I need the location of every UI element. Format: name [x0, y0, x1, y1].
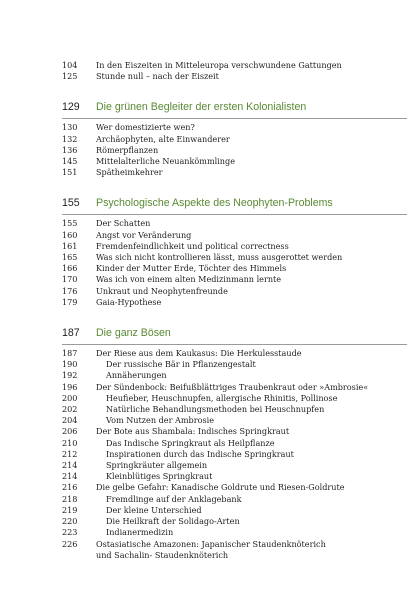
toc-entry: [62, 426, 407, 437]
toc-entry: [62, 122, 407, 133]
toc-entry: [62, 482, 407, 493]
page-number: 179: [62, 296, 78, 307]
entry-title: Ostasiatische Amazonen: Japanischer Staudenknöterich: [96, 538, 326, 549]
entry-title: Die Heilkraft der Solidago-Arten: [106, 516, 240, 527]
toc-chapter-section: [62, 100, 407, 178]
entry-title: Der Bote aus Shambala: Indisches Springkraut: [96, 426, 290, 437]
page-number: 187: [62, 348, 78, 359]
toc-subentry: [62, 494, 407, 505]
entry-title: Kinder der Mutter Erde, Töchter des Himmels: [96, 263, 287, 274]
toc-subentry: [62, 370, 407, 381]
chapter-page-number: 187: [62, 327, 80, 340]
entry-title: Natürliche Behandlungsmethoden bei Heuschnupfen: [106, 404, 325, 415]
entry-title: Wer domestizierte wen?: [96, 122, 195, 133]
page-number: 132: [62, 133, 78, 144]
page-number: 204: [62, 415, 78, 426]
entry-title: In den Eiszeiten in Mitteleuropa verschwundene Gattungen: [96, 60, 342, 70]
entry-title: und Sachalin- Staudenknöterich: [96, 549, 229, 560]
page-number: 202: [62, 404, 78, 415]
chapter-heading: [62, 100, 407, 119]
toc-subentry: [62, 415, 407, 426]
page-number: 218: [62, 493, 78, 504]
page-number: 226: [62, 538, 78, 549]
toc-entry: [62, 252, 407, 263]
page-number: 170: [62, 274, 78, 285]
toc-subentry: [62, 449, 407, 460]
toc-entry: [62, 60, 407, 71]
toc-subentry: [62, 460, 407, 471]
page-number: 136: [62, 144, 78, 155]
page-number: 130: [62, 122, 78, 133]
table-of-contents: [62, 60, 407, 561]
entry-title: Archäophyten, alte Einwanderer: [96, 133, 230, 144]
entry-title: Was sich nicht kontrollieren lässt, muss ausgerottet werden: [96, 252, 343, 263]
entry-title: Vom Nutzen der Ambrosie: [106, 415, 214, 426]
page-number: 190: [62, 359, 78, 370]
toc-entry: [62, 230, 407, 241]
page-number: 196: [62, 381, 78, 392]
entry-title: Unkraut und Neophytenfreunde: [96, 285, 228, 296]
page-number: 176: [62, 285, 78, 296]
chapter-page-number: 155: [62, 197, 80, 210]
toc-entry: [62, 297, 407, 308]
toc-entry: [62, 145, 407, 156]
entry-title: Der kleine Unterschied: [106, 504, 202, 515]
toc-entry: [62, 167, 407, 178]
toc-entry: [62, 218, 407, 229]
entry-title: Inspirationen durch das Indische Springkraut: [106, 448, 294, 459]
entry-title: Annäherungen: [106, 370, 167, 381]
toc-subentry: [62, 471, 407, 482]
toc-entry: [62, 286, 407, 297]
entry-title: Das Indische Springkraut als Heilpflanze: [106, 437, 275, 448]
entry-title: Der Schatten: [96, 218, 151, 229]
entry-title: Gaia-Hypothese: [96, 296, 162, 307]
toc-entry: [62, 348, 407, 359]
page-number: 214: [62, 471, 78, 482]
chapter-title: Psychologische Aspekte des Neophyten-Problems: [96, 197, 333, 210]
toc-subentry: [62, 393, 407, 404]
entry-title: Der Riese aus dem Kaukasus: Die Herkulesstaude: [96, 348, 302, 359]
page-number: 151: [62, 167, 78, 178]
entry-title: Fremdlinge auf der Anklagebank: [106, 493, 242, 504]
page-number: 214: [62, 460, 78, 471]
toc-top-entries: [62, 60, 407, 82]
page-number: 219: [62, 504, 78, 515]
toc-subentry: [62, 438, 407, 449]
entry-title: Mittelalterliche Neuankömmlinge: [96, 156, 235, 167]
page-number: 210: [62, 437, 78, 448]
page-number: 212: [62, 448, 78, 459]
entry-title: Angst vor Veränderung: [96, 229, 192, 240]
toc-subentry: [62, 527, 407, 538]
page-number: 192: [62, 370, 78, 381]
toc-subentry: [62, 404, 407, 415]
entry-title: Spätheimkehrer: [96, 167, 163, 178]
chapter-page-number: 129: [62, 101, 80, 114]
entry-title: Der russische Bär in Pflanzengestalt: [106, 359, 256, 370]
toc-entry: [62, 134, 407, 145]
chapter-title: Die ganz Bösen: [96, 327, 171, 340]
toc-subentry: [62, 516, 407, 527]
entry-title: Was ich von einem alten Medizinmann lernte: [96, 274, 282, 285]
page-number: 220: [62, 516, 78, 527]
page-number: 125: [62, 71, 78, 82]
toc-chapters: [62, 100, 407, 561]
entry-title: Heufieber, Heuschnupfen, allergische Rhinitis, Pollinose: [106, 392, 338, 403]
page-number: 165: [62, 252, 78, 263]
toc-subentry: [62, 359, 407, 370]
toc-chapter-section: [62, 326, 407, 561]
toc-entry: [62, 382, 407, 393]
toc-entry: [62, 241, 407, 252]
toc-chapter-section: [62, 196, 407, 308]
page-number: 216: [62, 482, 78, 493]
entry-title: Der Sündenbock: Beifußblättriges Traubenkraut oder »Ambrosie«: [96, 381, 369, 392]
entry-title: Stunde null – nach der Eiszeit: [96, 71, 219, 82]
chapter-title: Die grünen Begleiter der ersten Kolonialisten: [96, 101, 307, 114]
page-number: 223: [62, 527, 78, 538]
toc-entry: [62, 274, 407, 285]
entry-title: Indianermedizin: [106, 527, 174, 538]
page-number: 155: [62, 218, 78, 229]
entry-title: Springkräuter allgemein: [106, 460, 208, 471]
chapter-heading: [62, 326, 407, 345]
page-number: 104: [62, 60, 78, 70]
page-number: 166: [62, 263, 78, 274]
toc-entry: [62, 539, 407, 550]
entry-title: Die gelbe Gefahr: Kanadische Goldrute und Riesen-Goldrute: [96, 482, 345, 493]
page-number: 145: [62, 156, 78, 167]
toc-entry: [62, 156, 407, 167]
page-number: 200: [62, 392, 78, 403]
page-number: 161: [62, 240, 78, 251]
toc-entry: [62, 550, 407, 561]
entry-title: Römerpflanzen: [96, 144, 159, 155]
toc-entry: [62, 71, 407, 82]
toc-entry: [62, 263, 407, 274]
entry-title: Fremdenfeindlichkeit und political correctness: [96, 240, 289, 251]
chapter-heading: [62, 196, 407, 215]
toc-subentry: [62, 505, 407, 516]
page-number: 206: [62, 426, 78, 437]
page-number: 160: [62, 229, 78, 240]
entry-title: Kleinblütiges Springkraut: [106, 471, 213, 482]
